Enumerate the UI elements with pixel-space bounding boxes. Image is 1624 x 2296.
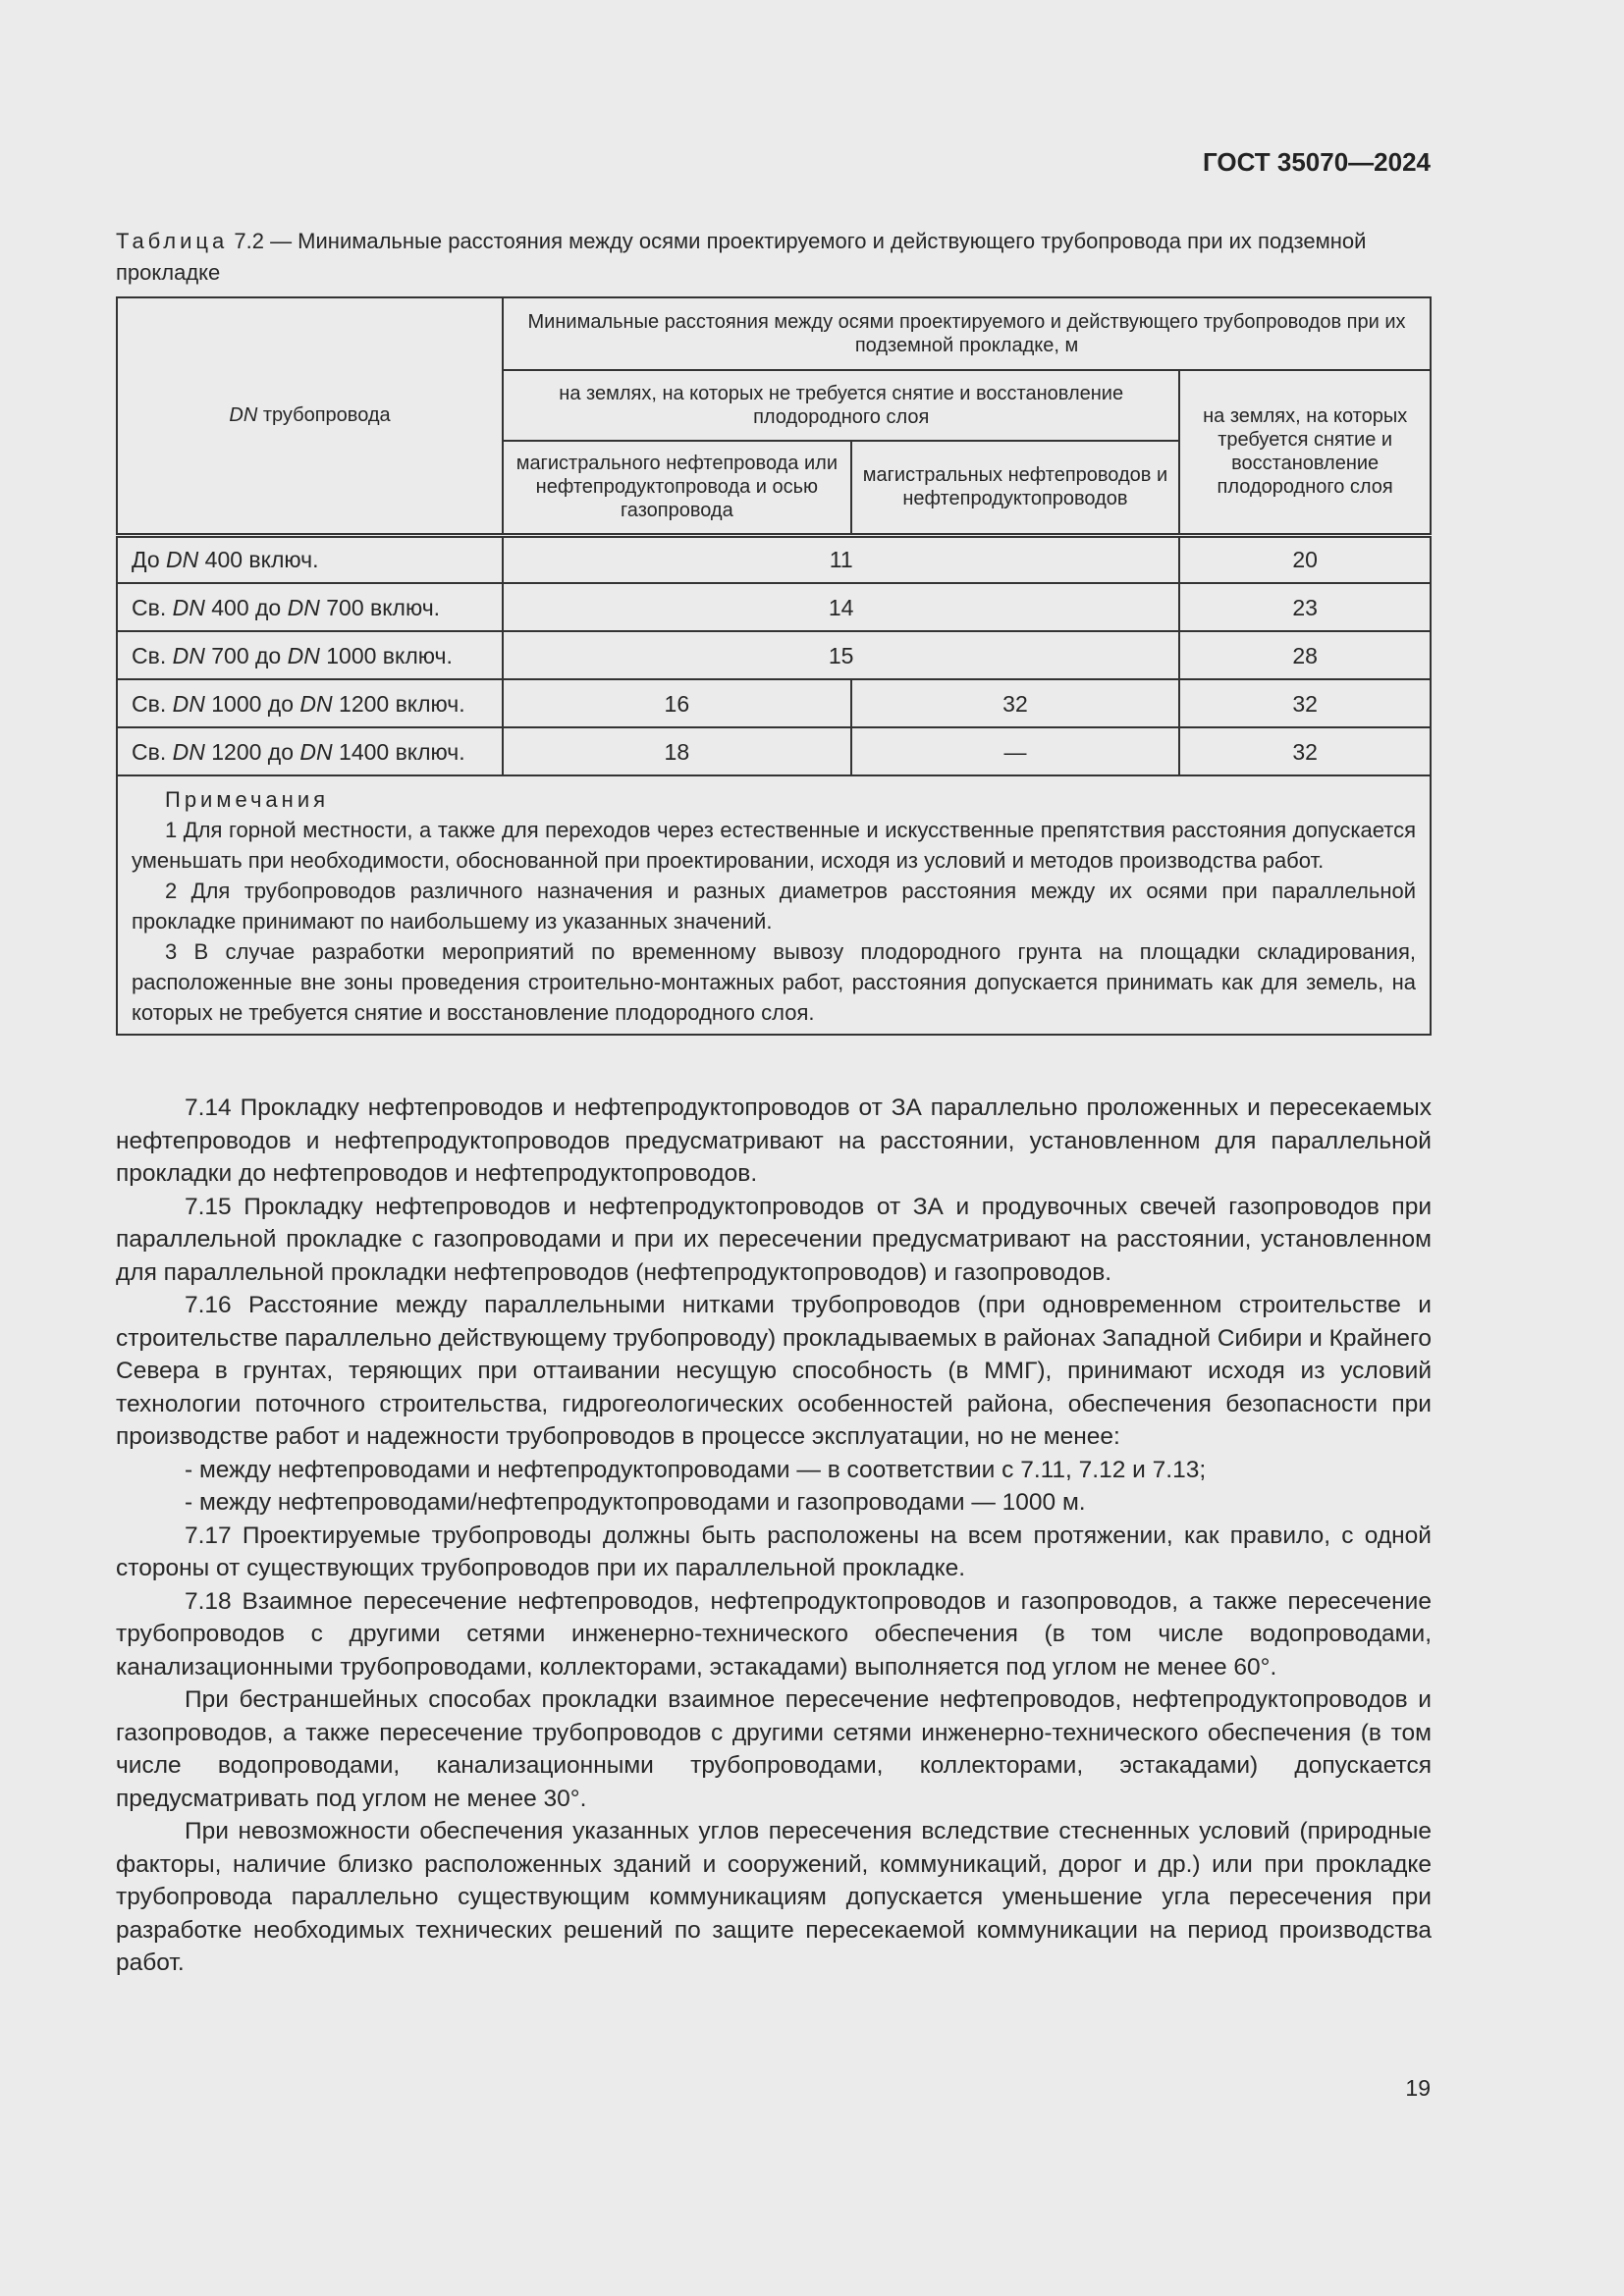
cell-value: 18 [503,727,851,775]
row-label: Св. DN 1000 до DN 1200 включ. [117,679,503,727]
table-row [117,631,1431,679]
paragraph-7-15: 7.15 Прокладку нефтепроводов и нефтепродуктопроводов от ЗА и продувочных свечей газопроводов при параллельной прокладке с газопроводами и при их пересечении предусматривают на расстоянии, установленном для параллельной прокладки нефтепроводов (нефтепродуктопроводов) и газопроводов. [116,1193,1432,1286]
cell-value: 32 [1179,679,1431,727]
header-col-c: на землях, на которых требуется снятие и восстановление плодородного слоя [1179,370,1431,535]
header-col-a: магистрального нефтепровода или нефтепродуктопровода и осью газопровода [503,441,851,535]
cell-value: 32 [1179,727,1431,775]
distance-table [116,296,1432,1036]
cell-value: 32 [851,679,1180,727]
note-2: 2 Для трубопроводов различного назначения и разных диаметров расстояния между их осями при параллельной прокладке принимают по наибольшему из указанных значений. [132,879,1416,934]
cell-value: 14 [503,583,1179,631]
cell-value: 23 [1179,583,1431,631]
table-caption-label: Таблица [116,229,229,253]
notes-title: Примечания [165,787,330,812]
header-col-b: магистральных нефтепроводов и нефтепродуктопроводов [851,441,1180,535]
header-dn: DN трубопровода [117,297,503,535]
note-1: 1 Для горной местности, а также для переходов через естественные и искусственные препятствия расстояния допускается уменьшать при необходимости, обоснованной при проектировании, исходя из условий и методов производства работ. [132,818,1416,873]
cell-value: 28 [1179,631,1431,679]
table-row [117,535,1431,583]
body-text [116,1092,1432,1980]
table-caption-text: 7.2 — Минимальные расстояния между осями проектируемого и действующего трубопровода при их подземной прокладке [116,229,1367,285]
cell-value: 11 [503,535,1179,583]
paragraph-7-16: 7.16 Расстояние между параллельными нитками трубопроводов (при одновременном строительстве и строительстве параллельно действующему трубопроводу) прокладываемых в районах Западной Сибири и Крайнего Севера в грунтах, теряющих при оттаивании несущую способность (в ММГ), принимают исходя из условий технологии поточного строительства, гидрогеологических особенностей района, обеспечения безопасности при производстве работ и надежности трубопроводов в процессе эксплуатации, но не менее: [116,1292,1432,1450]
cell-value: 15 [503,631,1179,679]
table-caption [116,226,1432,289]
list-item: - между нефтепроводами/нефтепродуктопроводами и газопроводами — 1000 м. [185,1489,1086,1516]
note-3: 3 В случае разработки мероприятий по временному вывозу плодородного грунта на площадки складирования, расположенные вне зоны проведения строительно-монтажных работ, расстояния допускается принимать как для земель, на которых не требуется снятие и восстановление плодородного слоя. [132,939,1416,1025]
row-label: До DN 400 включ. [117,535,503,583]
table-row [117,583,1431,631]
page-number: 19 [1405,2075,1431,2101]
table-row [117,727,1431,775]
table-notes [117,775,1431,1035]
table-row [117,679,1431,727]
header-group: Минимальные расстояния между осями проектируемого и действующего трубопроводов при их подземной прокладке, м [503,297,1431,370]
list-item: - между нефтепроводами и нефтепродуктопроводами — в соответствии с 7.11, 7.12 и 7.13; [185,1456,1207,1483]
header-subgroup: на землях, на которых не требуется снятие и восстановление плодородного слоя [503,370,1179,441]
row-label: Св. DN 700 до DN 1000 включ. [117,631,503,679]
paragraph-7-18-constrained: При невозможности обеспечения указанных углов пересечения вследствие стесненных условий (природные факторы, наличие близко расположенных зданий и сооружений, коммуникаций, дорог и др.) или при прокладке трубопровода параллельно существующим коммуникациям допускается уменьшение угла пересечения при разработке необходимых технических решений по защите пересекаемой коммуникации на период производства работ. [116,1818,1432,1976]
paragraph-7-18: 7.18 Взаимное пересечение нефтепроводов, нефтепродуктопроводов и газопроводов, а также пересечение трубопроводов с другими сетями инженерно-технического обеспечения (в том числе водопроводами, канализационными трубопроводами, коллекторами, эстакадами) выполняется под углом не менее 60°. [116,1587,1432,1681]
row-label: Св. DN 400 до DN 700 включ. [117,583,503,631]
row-label: Св. DN 1200 до DN 1400 включ. [117,727,503,775]
paragraph-7-17: 7.17 Проектируемые трубопроводы должны быть расположены на всем протяжении, как правило, с одной стороны от существующих трубопроводов при их параллельной прокладке. [116,1522,1432,1581]
paragraph-7-18-trenchless: При бестраншейных способах прокладки взаимное пересечение нефтепроводов, нефтепродуктопроводов и газопроводов, а также пересечение трубопроводов с другими сетями инженерно-технического обеспечения (в том числе водопроводами, канализационными трубопроводами, коллекторами, эстакадами) допускается предусматривать под углом не менее 30°. [116,1686,1432,1812]
cell-value: — [851,727,1180,775]
paragraph-7-14: 7.14 Прокладку нефтепроводов и нефтепродуктопроводов от ЗА параллельно проложенных и пересекаемых нефтепроводов и нефтепродуктопроводов предусматривают на расстоянии, установленном для параллельной прокладки до нефтепроводов и нефтепродуктопроводов. [116,1095,1432,1187]
document-code: ГОСТ 35070—2024 [1203,147,1431,177]
cell-value: 20 [1179,535,1431,583]
cell-value: 16 [503,679,851,727]
